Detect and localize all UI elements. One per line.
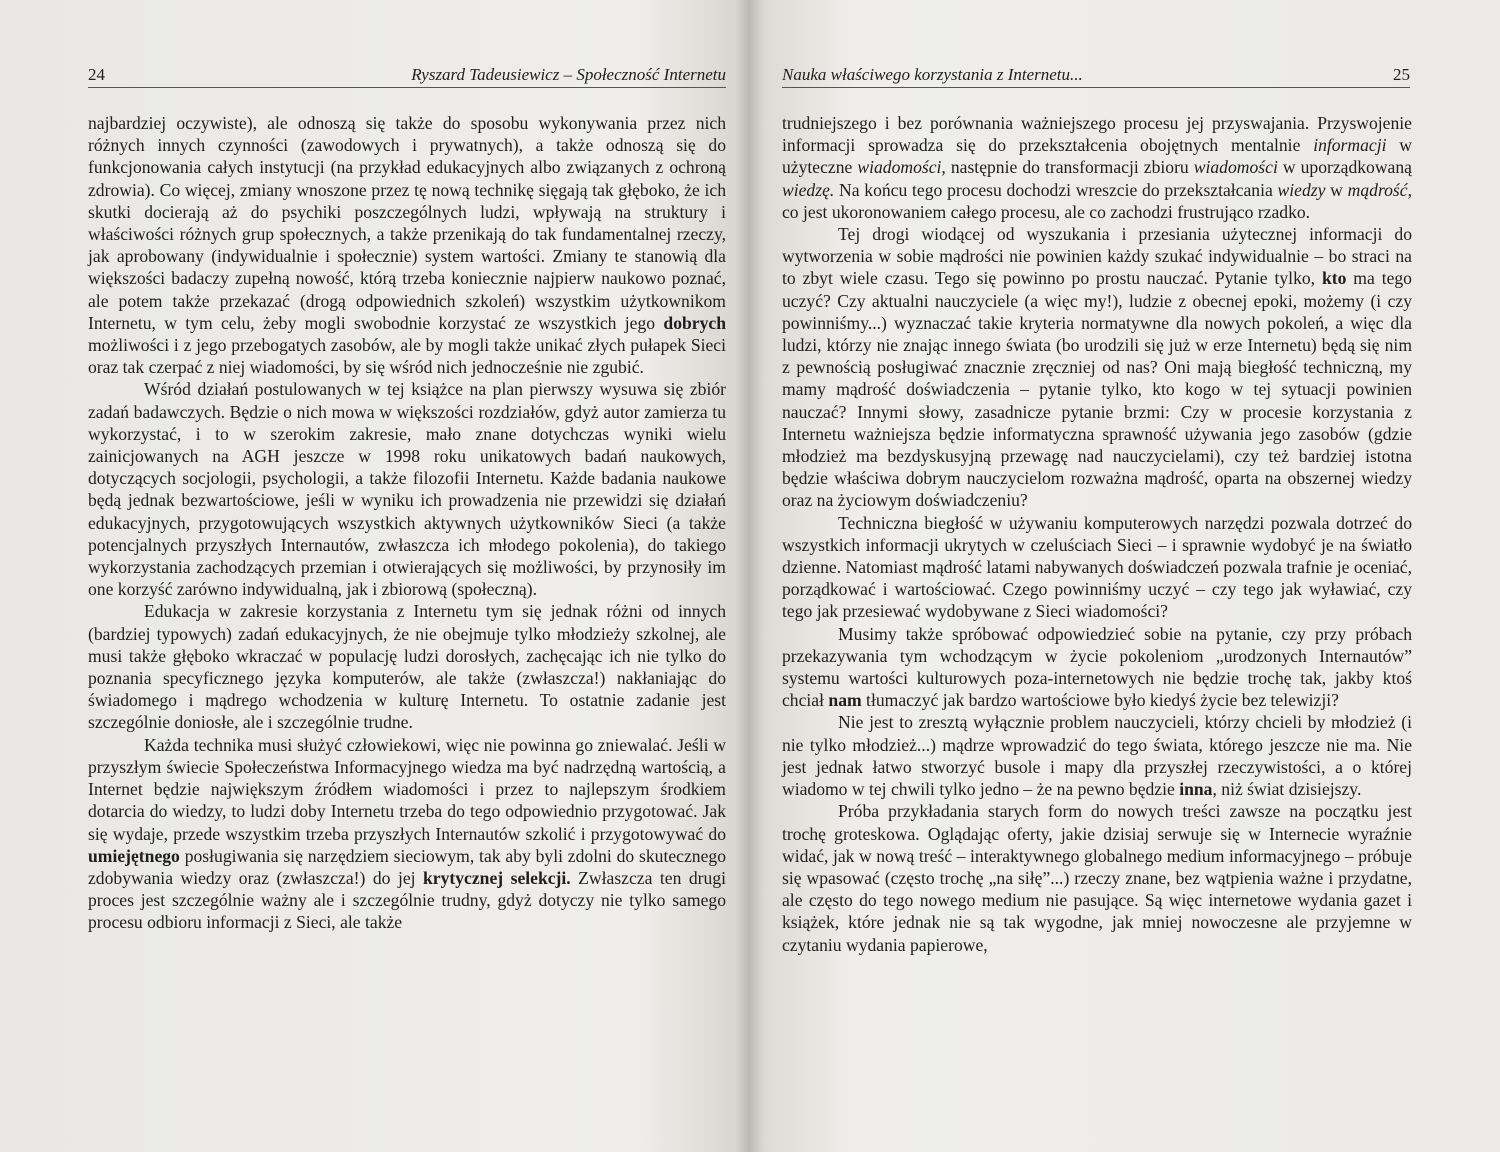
bold-text: inna: [1179, 779, 1213, 800]
text-run: w uporządkowaną: [1277, 157, 1412, 178]
paragraph: [782, 623, 1412, 712]
bold-text: krytycznej selekcji.: [423, 867, 571, 888]
text-run: Edukacja w zakresie korzystania z Internetu tym się jednak różni od innych (bardziej typowych) zadań edukacyjnych, że nie obejmuje tylko młodzieży szkolnej, ale musi także głęboko wkraczać w populację ludzi dorosłych, zachęcając ich nie tylko do poznania specyficznego języka komputerów, ale także (zwłaszcza!) nakłaniając do świadomego i mądrego wchodzenia w kulturę Internetu. To ostatnie zadanie jest szczególnie doniosłe, ale i szczególnie trudne.: [88, 601, 726, 733]
text-run: ma tego uczyć? Czy aktualni nauczyciele (a więc my!), ludzie z obecnej epoki, możemy (i czy powinniśmy...) wyznaczać takie kryteria normatywne dla nowych pokoleń, a więc dla ludzi, którzy nie znając innego świata (bo urodzili się już w erze Internetu) będą się nim z pewnością posługiwać znacznie zręczniej od nas? Oni mają biegłość techniczną, my mamy mądrość doświadczenia – pytanie tylko, kto kogo w tej sytuacji powinien nauczać? Innymi słowy, zasadnicze pytanie brzmi: Czy w procesie korzystania z Internetu ważniejsza będzie informatyczna sprawność używania jego zasobów (gdzie młodzież ma bezdyskusyjną przewagę nad nauczycielami), czy też bardziej istotna będzie właściwa dobrym nauczycielom rozważna mądrość, oparta na obszernej wiedzy oraz na życiowym doświadczeniu?: [782, 268, 1412, 511]
text-run: Na końcu tego procesu dochodzi wreszcie do przekształcania: [834, 179, 1278, 200]
italic-text: wiadomości: [1193, 157, 1278, 178]
paragraph: [88, 600, 726, 733]
paragraph: [782, 800, 1412, 955]
text-run: Techniczna biegłość w używaniu komputerowych narzędzi pozwala dotrzeć do wszystkich informacji ukrytych w czeluściach Sieci – i sprawnie wydobyć je na światło dzienne. Natomiast mądrość latami nabywanych doświadczeń pozwala trafnie je oceniać, porządkować i wartościować. Czego powinniśmy uczyć – czy tego jak wyławiać, czy tego jak przesiewać wydobywane z Sieci wiadomości?: [782, 512, 1412, 622]
paragraph: [88, 734, 726, 934]
text-run: następnie do transformacji zbioru: [945, 157, 1194, 178]
bold-text: umiejętnego: [88, 845, 180, 866]
bold-text: nam: [828, 690, 862, 711]
text-run: Musimy także spróbować odpowiedzieć sobie na pytanie, czy przy próbach przekazywania tym wchodzącym w życie pokoleniom „urodzonych Internautów” systemu wartości kulturowych poza-internetowych nie będzie trochę tak, jakby ktoś chciał: [782, 623, 1412, 711]
paragraph: [782, 223, 1412, 512]
right-page-body: [782, 112, 1412, 956]
running-head: Nauka właściwego korzystania z Internetu...: [782, 65, 1083, 84]
text-run: najbardziej oczywiste), ale odnoszą się także do sposobu wykonywania przez nich różnych innych czynności (zawodowych i prywatnych), a także odnoszą się do funkcjonowania całych instytucji (na przykład edukacyjnych albo związanych z ochroną zdrowia). Co więcej, zmiany wnoszone przez tę nową technikę sięgają tak głęboko, że ich skutki docierają aż do psychiki poszczególnych ludzi, wpływają na struktury i właściwości różnych grup społecznych, a także przenikają do tak fundamentalnej rzeczy, jak aprobowany (indywidualnie i społecznie) system wartości. Zmiany te stanowią dla większości badaczy zupełną nowość, którą trzeba koniecznie najpierw naukowo poznać, ale potem także przekazać (drogą odpowiednich szkoleń) wszystkim użytkownikom Internetu, w tym celu, żeby mogli swobodnie korzystać ze wszystkich jego: [88, 113, 726, 333]
paragraph: [88, 378, 726, 600]
text-run: Próba przykładania starych form do nowych treści zawsze na początku jest trochę groteskowa. Oglądając oferty, jakie dzisiaj serwuje się w Internecie wyraźnie widać, jak w nową treść – interaktywnego globalnego medium informacyjnego – próbuje się wpasować (często trochę „na siłę”...) rzeczy znane, bez wątpienia ważne i przydatne, ale często do tego nowego medium nie pasujące. Są więc internetowe wydania gazet i książek, które jednak nie są tak wygodne, jak mniej nowoczesne ale przyjemne w czytaniu wydania papierowe,: [782, 801, 1412, 955]
text-run: posługiwania się narzędziem sieciowym, tak aby byli zdolni do skutecznego zdobywania wiedzy oraz (zwłaszcza!) do jej: [88, 845, 726, 888]
text-run: Zwłaszcza ten drugi proces jest szczególnie ważny ale i szczególnie trudny, gdyż dotyczy nie tylko samego procesu odbioru informacji z Sieci, ale także: [88, 867, 727, 933]
italic-text: wiadomości,: [857, 157, 946, 178]
right-page-header: [782, 62, 1410, 88]
left-page-body: [88, 112, 726, 934]
italic-text: wiedzę.: [782, 179, 835, 200]
paragraph: [782, 112, 1412, 223]
text-run: możliwości i z jego przebogatych zasobów, ale by mogli także unikać złych pułapek Sieci oraz tak czerpać z niej wiadomości, by się wśród nich jednocześnie nie zgubić.: [88, 335, 726, 378]
text-run: Nie jest to zresztą wyłącznie problem nauczycieli, którzy chcieli by młodzież (i nie tylko młodzież...) mądrze wprowadzić do tego świata, którego jeszcze nie ma. Nie jest jednak łatwo stworzyć busole i mapy dla przyszłej rzeczywistości, a o której wiadomo w tej chwili tylko jedno – że na pewno będzie: [782, 712, 1412, 800]
bold-text: kto: [1321, 268, 1347, 289]
text-run: co jest ukoronowaniem całego procesu, ale co zachodzi frustrująco rzadko.: [782, 201, 1311, 222]
text-run: Każda technika musi służyć człowiekowi, więc nie powinna go zniewalać. Jeśli w przyszłym świecie Społeczeństwa Informacyjnego wiedza ma być nadrzędną wartością, a Internet będzie największym źródłem wiadomości i przez to najlepszym środkiem dotarcia do wiedzy, to ludzi doby Internetu trzeba do tego odpowiednio przygotować. Jak się wydaje, przede wszystkim trzeba przyszłych Internautów szkolić i przygotowywać do: [88, 734, 726, 844]
page-number: 24: [88, 65, 105, 84]
italic-text: mądrość,: [1347, 179, 1412, 200]
right-page: [750, 0, 1500, 1152]
text-run: Tej drogi wiodącej od wyszukania i przesiania użytecznej informacji do wytworzenia w sobie mądrości nie powinien każdy szukać indywidualnie – bo straci na to zbyt wiele czasu. Tego się powinno po prostu nauczać. Pytanie tylko,: [782, 224, 1412, 289]
text-run: w użyteczne: [782, 135, 1413, 178]
text-run: trudniejszego i bez porównania ważniejszego procesu jej przyswajania. Przyswojenie informacji sprowadza się do przekształcenia obojętnych mentalnie: [782, 113, 1412, 156]
bold-text: dobrych: [663, 312, 726, 333]
text-run: w: [1325, 179, 1348, 200]
page-number: 25: [1393, 65, 1410, 84]
running-head: Ryszard Tadeusiewicz – Społeczność Internetu: [411, 65, 726, 84]
paragraph: [88, 112, 726, 378]
text-run: tłumaczyć jak bardzo wartościowe było kiedyś życie bez telewizji?: [861, 690, 1339, 711]
italic-text: informacji: [1313, 135, 1387, 156]
paragraph: [782, 512, 1412, 623]
text-run: , niż świat dzisiejszy.: [1212, 779, 1362, 800]
text-run: Wśród działań postulowanych w tej książce na plan pierwszy wysuwa się zbiór zadań badawczych. Będzie o nich mowa w większości rozdziałów, gdyż autor zamierza tu wykorzystać, i to w szerokim zakresie, mało znane dotychczas wyniki wielu zainicjowanych na AGH jeszcze w 1998 roku unikatowych badań naukowych, dotyczących socjologii, psychologii, a także filozofii Internetu. Każde badania naukowe będą jednak bezwartościowe, jeśli w wyniku ich prowadzenia nie przewidzi się działań edukacyjnych, przygotowujących wszystkich aktywnych użytkowników Sieci (a także potencjalnych przyszłych Internautów, zwłaszcza ich młodego pokolenia), do takiego wykorzystania zachodzących przemian i otwierających się możliwości, by przynosiły im one korzyść zarówno indywidualną, jak i zbiorową (społeczną).: [88, 379, 726, 600]
paragraph: [782, 711, 1412, 800]
left-page-header: [88, 62, 726, 88]
italic-text: wiedzy: [1277, 179, 1326, 200]
